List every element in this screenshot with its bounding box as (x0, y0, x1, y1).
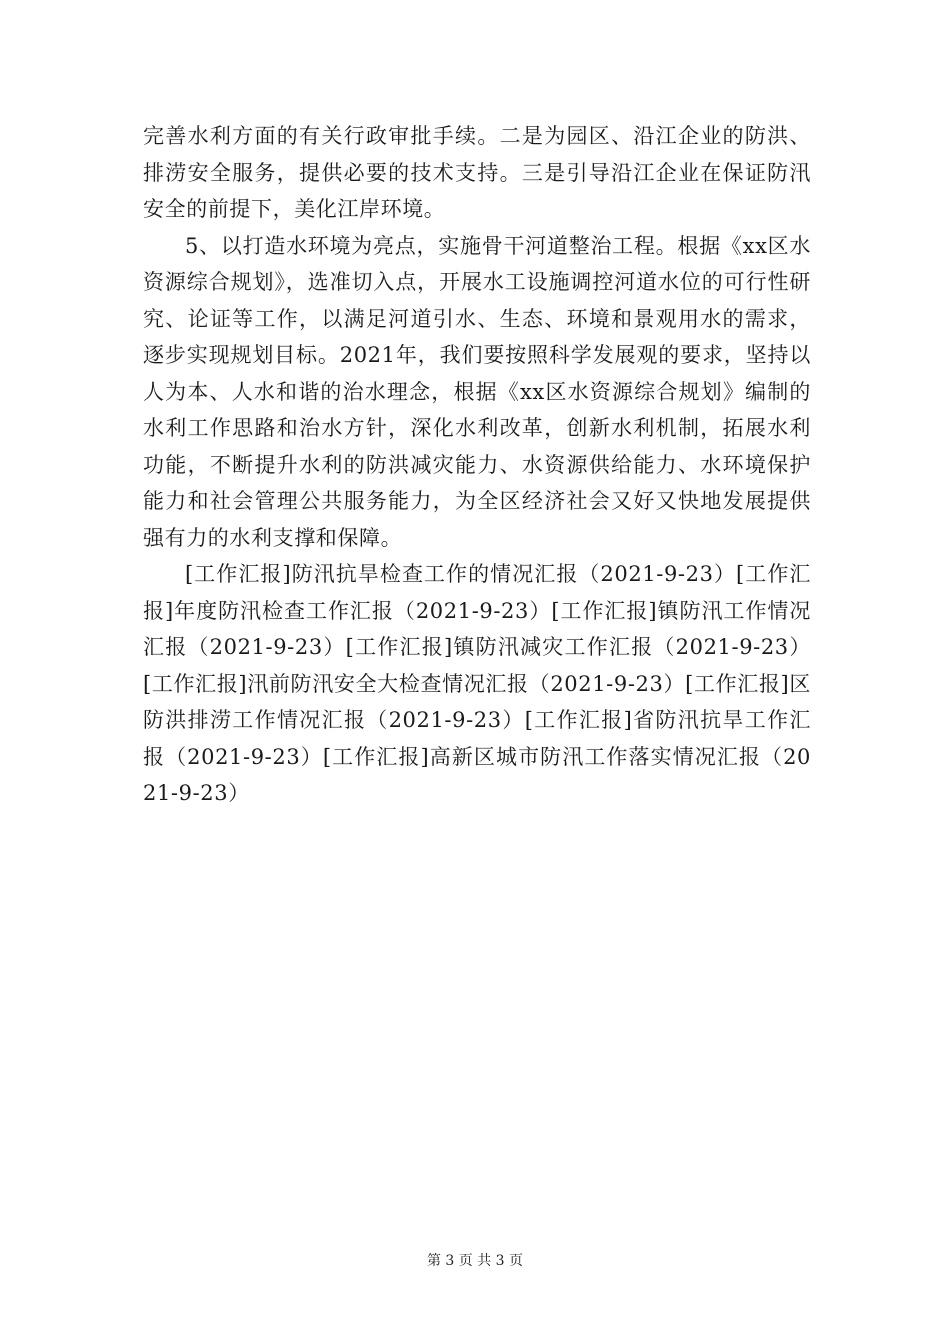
document-body (143, 118, 811, 812)
paragraph-continuation: 完善水利方面的有关行政审批手续。二是为园区、沿江企业的防洪、排涝安全服务，提供必要的技术支持。三是引导沿江企业在保证防汛安全的前提下，美化江岸环境。 (143, 124, 811, 221)
page-footer: 第 3 页 共 3 页 (426, 1253, 524, 1269)
paragraph-related-reports: [工作汇报]防汛抗旱检查工作的情况汇报（2021-9-23）[工作汇报]年度防汛检查工作汇报（2021-9-23）[工作汇报]镇防汛工作情况汇报（2021-9-23）[工作汇报]镇防汛减灾工作汇报（2021-9-23）[工作汇报]汛前防汛安全大检查情况汇报（2021-9-23）[工作汇报]区防洪排涝工作情况汇报（2021-9-23）[工作汇报]省防汛抗旱工作汇报（2021-9-23）[工作汇报]高新区城市防汛工作落实情况汇报（2021-9-23） (143, 562, 811, 805)
paragraph-item-5: 5、以打造水环境为亮点，实施骨干河道整治工程。根据《xx区水资源综合规划》，选准切入点，开展水工设施调控河道水位的可行性研究、论证等工作，以满足河道引水、生态、环境和景观用水的需求，逐步实现规划目标。2021年，我们要按照科学发展观的要求，坚持以人为本、人水和谐的治水理念，根据《xx区水资源综合规划》编制的水利工作思路和治水方针，深化水利改革，创新水利机制，拓展水利功能，不断提升水利的防洪减灾能力、水资源供给能力、水环境保护能力和社会管理公共服务能力，为全区经济社会又好又快地发展提供强有力的水利支撑和保障。 (143, 233, 811, 550)
